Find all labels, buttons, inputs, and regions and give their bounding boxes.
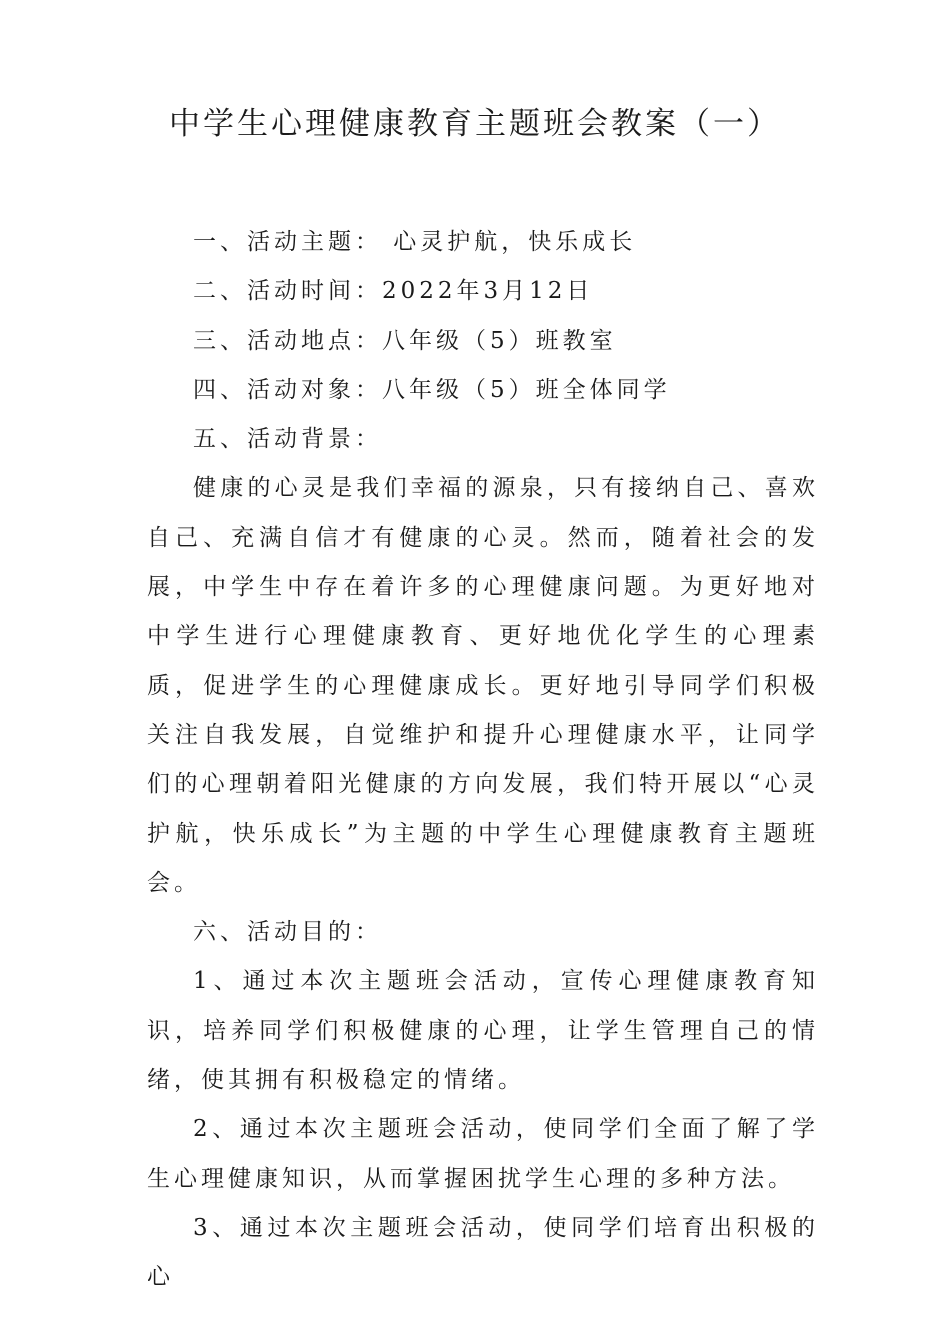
document-body — [147, 218, 819, 1303]
activity-background-paragraph: 健康的心灵是我们幸福的源泉，只有接纳自己、喜欢自己、充满自信才有健康的心灵。然而，随着社会的发展，中学生中存在着许多的心理健康问题。为更好地对中学生进行心理健康教育、更好地优化学生的心理素质，促进学生的心理健康成长。更好地引导同学们积极关注自我发展，自觉维护和提升心理健康水平，让同学们的心理朝着阳光健康的方向发展，我们特开展以“心灵护航，快乐成长”为主题的中学生心理健康教育主题班会。 — [147, 475, 819, 896]
activity-audience-line: 四、活动对象：八年级（5）班全体同学 — [193, 376, 671, 403]
purpose-item-3: 3、通过本次主题班会活动，使同学们培育出积极的心 — [147, 1214, 819, 1291]
activity-location-line: 三、活动地点：八年级（5）班教室 — [193, 327, 617, 354]
activity-background-heading: 五、活动背景： — [193, 426, 382, 453]
purpose-item-2: 2、通过本次主题班会活动，使同学们全面了解了学生心理健康知识，从而掌握困扰学生心理的多种方法。 — [147, 1116, 819, 1192]
purpose-item-1: 1、通过本次主题班会活动，宣传心理健康教育知识，培养同学们积极健康的心理，让学生管理自己的情绪，使其拥有积极稳定的情绪。 — [147, 968, 819, 1094]
activity-purpose-heading: 六、活动目的： — [193, 919, 382, 946]
document-title: 中学生心理健康教育主题班会教案（一） — [169, 106, 781, 142]
activity-theme-line: 一、活动主题： 心灵护航，快乐成长 — [193, 229, 637, 255]
activity-time-line: 二、活动时间：2022年3月12日 — [193, 278, 594, 305]
